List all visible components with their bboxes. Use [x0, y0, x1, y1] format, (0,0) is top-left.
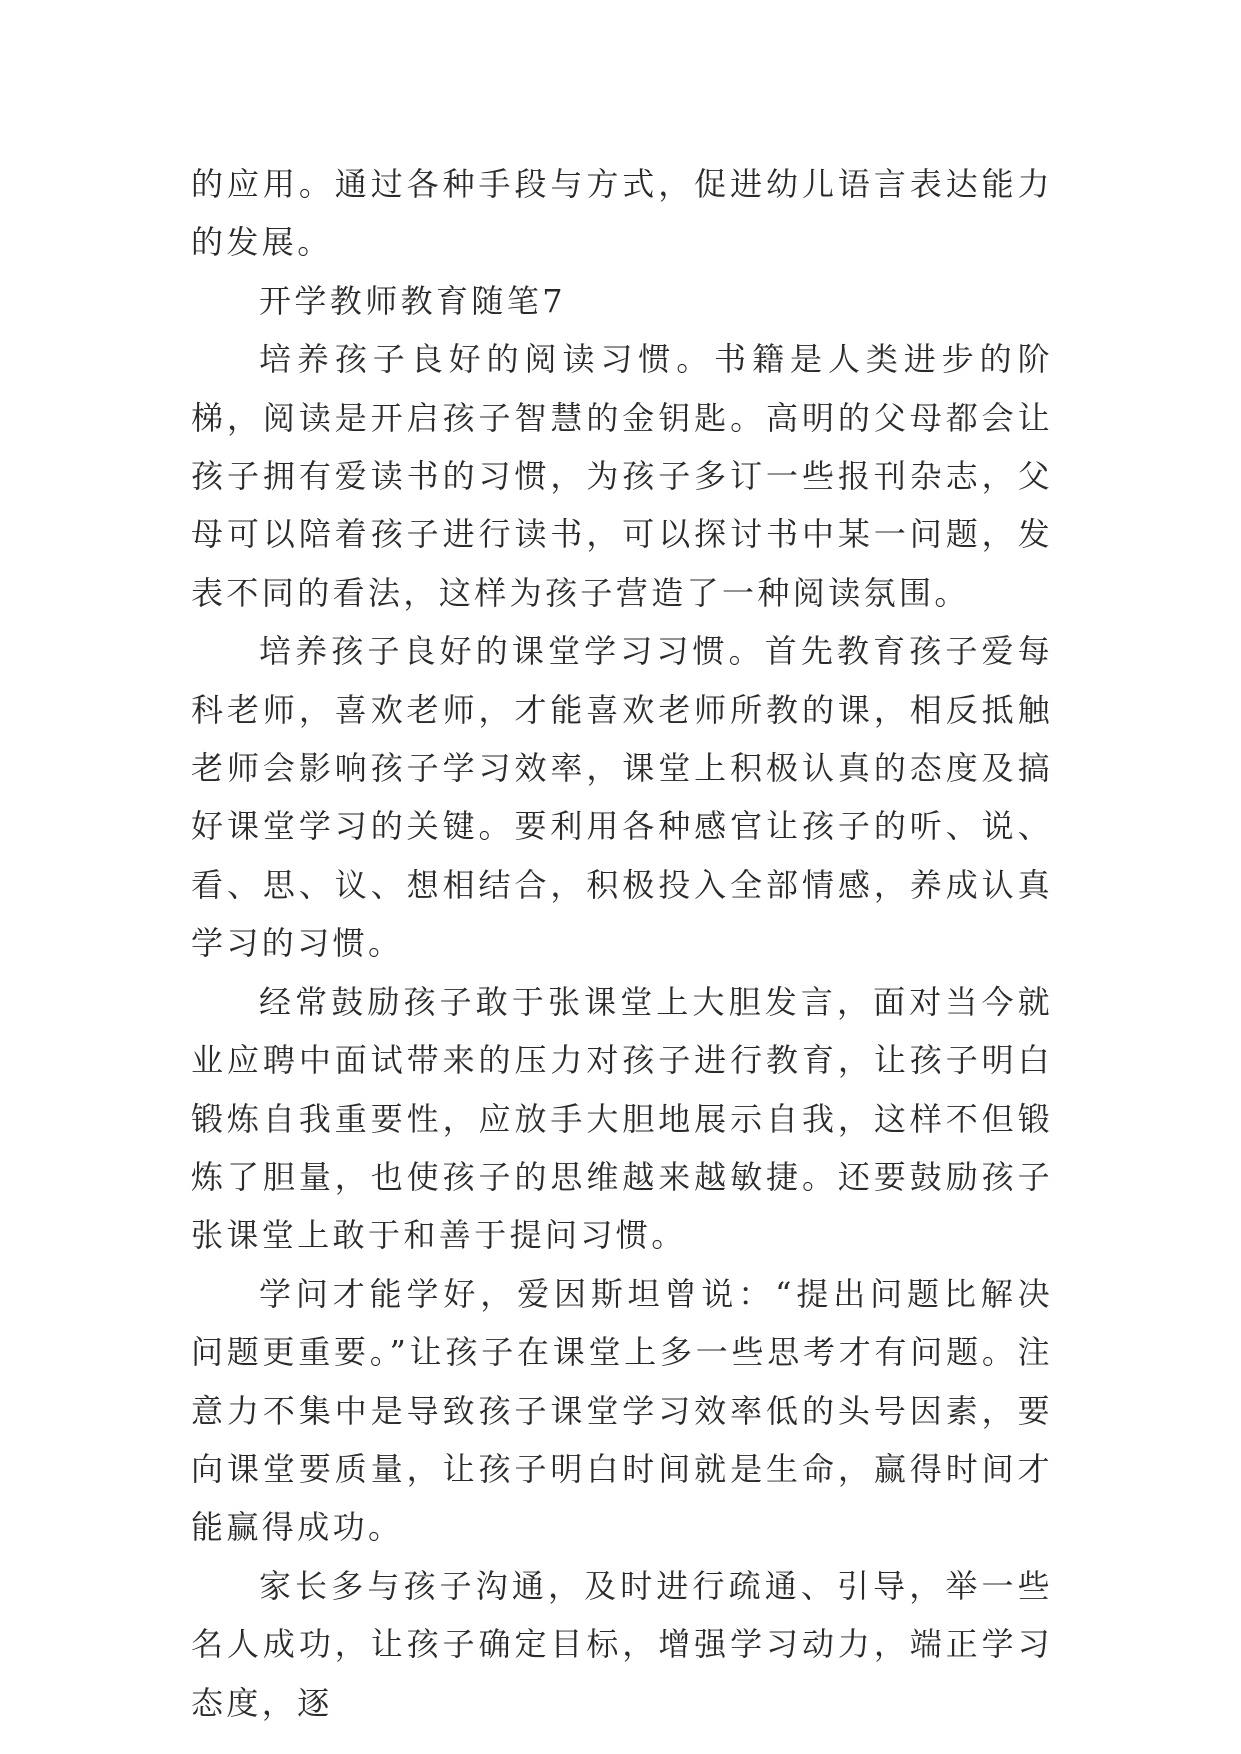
paragraph-questioning: 学问才能学好，爱因斯坦曾说：“提出问题比解决问题更重要。”让孩子在课堂上多一些思考才有问题。注意力不集中是导致孩子课堂学习效率低的头号因素，要向课堂要质量，让孩子明白时间就是生命，赢得时间才能赢得成功。: [191, 1274, 1053, 1547]
paragraph-classroom-habit: 培养孩子良好的课堂学习习惯。首先教育孩子爱每科老师，喜欢老师，才能喜欢老师所教的课，相反抵触老师会影响孩子学习效率，课堂上积极认真的态度及搞好课堂学习的关键。要利用各种感官让孩子的听、说、看、思、议、想相结合，积极投入全部情感，养成认真学习的习惯。: [191, 632, 1053, 963]
section-heading: 开学教师教育随笔7: [259, 281, 566, 320]
paragraph-parent-communication: 家长多与孩子沟通，及时进行疏通、引导，举一些名人成功，让孩子确定目标，增强学习动力，端正学习态度，逐: [191, 1566, 1053, 1722]
paragraph-continuation: 的应用。通过各种手段与方式，促进幼儿语言表达能力的发展。: [191, 165, 1053, 262]
paragraph-reading-habit: 培养孩子良好的阅读习惯。书籍是人类进步的阶梯，阅读是开启孩子智慧的金钥匙。高明的父母都会让孩子拥有爱读书的习惯，为孩子多订一些报刊杂志，父母可以陪着孩子进行读书，可以探讨书中某一问题，发表不同的看法，这样为孩子营造了一种阅读氛围。: [191, 340, 1053, 612]
document-body: [191, 155, 1053, 1732]
paragraph-speaking-encouragement: 经常鼓励孩子敢于张课堂上大胆发言，面对当今就业应聘中面试带来的压力对孩子进行教育，让孩子明白锻炼自我重要性，应放手大胆地展示自我，这样不但锻炼了胆量，也使孩子的思维越来越敏捷。还要鼓励孩子张课堂上敢于和善于提问习惯。: [191, 982, 1053, 1255]
